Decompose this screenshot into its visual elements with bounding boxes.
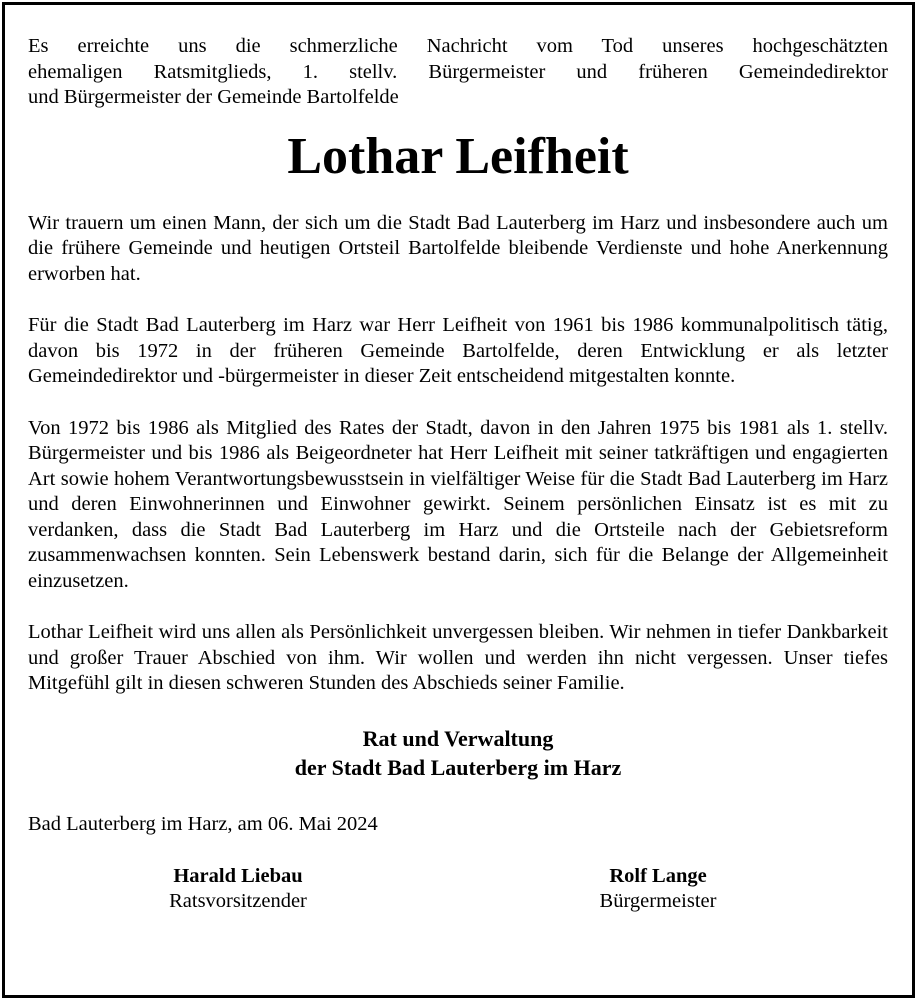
paragraph-council: Von 1972 bis 1986 als Mitglied des Rates der Stadt, davon in den Jahren 1975 bis 1981 als 1. stellv. Bürgermeister und bis 1986 als Beigeordneter hat Herr Leifheit mit seiner tatkräftigen und engagierten Art sowie hohem Verantwortungsbewusstsein in vielfältiger Weise für die Stadt Bad Lauterberg im Harz und deren Einwohnerinnen und Einwohner gewirkt. Seinem persönlichen Einsatz ist es mit zu verdanken, dass die Stadt Bad Lauterberg im Harz und die Ortsteile nach der Gebietsreform zusammenwachsen konnten. Sein Lebenswerk bestand darin, sich für die Belange der Allgemeinheit einzusetzen. xyxy=(28,416,888,592)
signer-name: Harald Liebau xyxy=(173,864,303,887)
intro-line: Es erreichte uns die schmerzliche Nachricht vom Tod unseres hochgeschätzten xyxy=(28,35,888,57)
deceased-name: Lothar Leifheit xyxy=(287,127,629,185)
paragraph-tribute: Wir trauern um einen Mann, der sich um die Stadt Bad Lauterberg im Harz und insbesondere auch um die frühere Gemeinde und heutigen Ortsteil Bartolfelde bleibende Verdienste und hohe Anerkennung erworben hat. xyxy=(28,211,888,285)
obituary-notice xyxy=(28,34,888,918)
signer-chair xyxy=(138,864,338,914)
intro-text xyxy=(28,34,888,111)
signer-title: Ratsvorsitzender xyxy=(169,889,307,912)
signer-title: Bürgermeister xyxy=(599,889,717,912)
signers xyxy=(28,864,888,918)
paragraph-career: Für die Stadt Bad Lauterberg im Harz war Herr Leifheit von 1961 bis 1986 kommunalpolitisch tätig, davon bis 1972 in der früheren Gemeinde Bartolfelde, deren Entwicklung er als letzter Gemeindedirektor und -bürgermeister in dieser Zeit entscheidend mitgestalten konnte. xyxy=(28,314,888,387)
organization-signature xyxy=(28,724,888,782)
signer-name: Rolf Lange xyxy=(609,864,707,887)
intro-line: ehemaligen Ratsmitglieds, 1. stellv. Bürgermeister und früheren Gemeindedirektor xyxy=(28,60,888,83)
organization-line: der Stadt Bad Lauterberg im Harz xyxy=(294,754,622,780)
signer-mayor xyxy=(558,864,758,914)
intro-line: und Bürgermeister der Gemeinde Bartolfelde xyxy=(28,86,399,108)
place-date: Bad Lauterberg im Harz, am 06. Mai 2024 xyxy=(28,812,378,835)
paragraph-farewell: Lothar Leifheit wird uns allen als Persönlichkeit unvergessen bleiben. Wir nehmen in tiefer Dankbarkeit und großer Trauer Abschied von ihm. Wir wollen und werden ihn nicht vergessen. Unser tiefes Mitgefühl gilt in diesen schweren Stunden des Abschieds seiner Familie. xyxy=(28,621,888,694)
organization-line: Rat und Verwaltung xyxy=(362,725,554,751)
